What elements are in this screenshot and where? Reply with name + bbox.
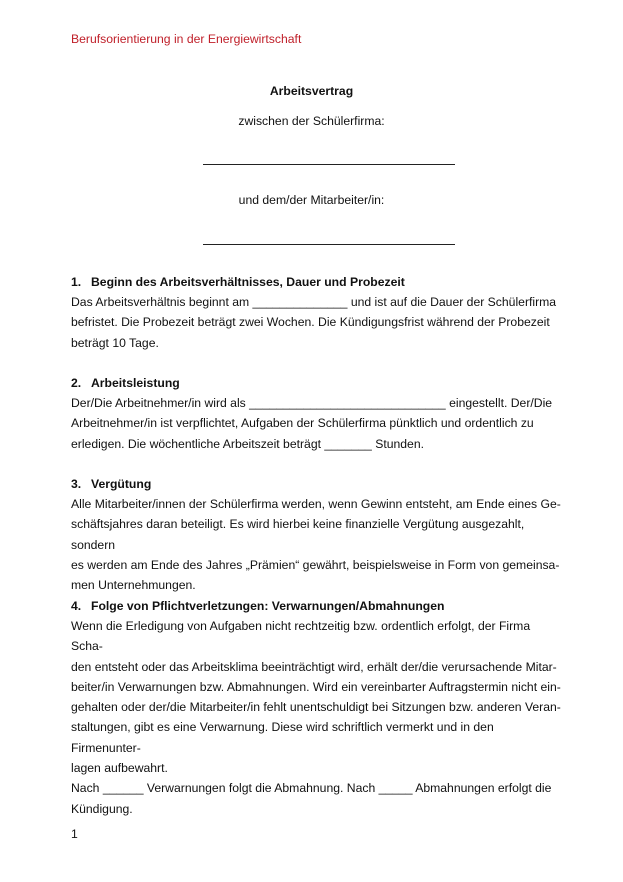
section-line: lagen aufbewahrt. (71, 761, 168, 776)
section-heading (71, 596, 561, 616)
employee-label: und dem/der Mitarbeiter/in: (238, 193, 385, 207)
section-line: staltungen, gibt es eine Verwarnung. Diese wird schriftlich vermerkt und in den Firmenunter- (71, 720, 494, 755)
section-line: es werden am Ende des Jahres „Prämien“ gewährt, beispielsweise in Form von gemeinsa- (71, 557, 560, 572)
section-line: Der/Die Arbeitnehmer/in wird als _____________________________ eingestellt. Der/Die (71, 396, 553, 410)
section-line: den entsteht oder das Arbeitsklima beeinträchtigt wird, erhält der/die verursachende Mitar- (71, 659, 557, 674)
section-line: beiter/in Verwarnungen bzw. Abmahnungen. Wird ein vereinbarter Auftragstermin nicht ein- (71, 679, 561, 694)
section-line: Arbeitnehmer/in ist verpflichtet, Aufgaben der Schülerfirma pünktlich und ordentlich zu (71, 416, 534, 431)
page-number: 1 (71, 827, 78, 841)
section-beginning-duration-probation (71, 272, 561, 353)
section-breach-consequences (71, 596, 561, 819)
section-title: Beginn des Arbeitsverhältnisses, Dauer und Probezeit (91, 275, 405, 289)
section-title: Folge von Pflichtverletzungen: Verwarnungen/Abmahnungen (91, 599, 445, 613)
section-number: 2. (71, 376, 82, 390)
section-number: 1. (71, 275, 82, 289)
section-line: schäftsjahres daran beteiligt. Es wird hierbei keine finanzielle Vergütung ausgezahlt, sondern (71, 517, 525, 552)
section-line: gehalten oder der/die Mitarbeiter/in fehlt unentschuldigt bei Sitzungen bzw. anderen Veran- (71, 700, 561, 715)
contract-title: Arbeitsvertrag (269, 84, 354, 98)
document-header: Berufsorientierung in der Energiewirtschaft (71, 32, 302, 46)
section-number: 3. (71, 477, 82, 491)
section-line: erledigen. Die wöchentliche Arbeitszeit beträgt _______ Stunden. (71, 436, 424, 451)
section-heading (71, 373, 561, 393)
section-line: Kündigung. (71, 801, 133, 816)
section-work-performance (71, 373, 561, 454)
employee-name-blank-line (203, 244, 455, 245)
section-title: Vergütung (91, 477, 152, 491)
section-line: Nach ______ Verwarnungen folgt die Abmahnung. Nach _____ Abmahnungen erfolgt die (71, 781, 552, 796)
section-line: men Unternehmungen. (71, 578, 196, 593)
section-line: Alle Mitarbeiter/innen der Schülerfirma werden, wenn Gewinn entsteht, am Ende eines Ge- (71, 497, 561, 511)
section-line: befristet. Die Probezeit beträgt zwei Wochen. Die Kündigungsfrist während der Probezeit (71, 315, 550, 330)
between-company-label: zwischen der Schülerfirma: (238, 114, 385, 128)
section-heading (71, 272, 561, 292)
section-line: beträgt 10 Tage. (71, 335, 159, 350)
section-heading (71, 474, 561, 494)
section-compensation (71, 474, 561, 595)
company-name-blank-line (203, 164, 455, 165)
section-line: Wenn die Erledigung von Aufgaben nicht rechtzeitig bzw. ordentlich erfolgt, der Firma Scha- (71, 619, 531, 654)
section-number: 4. (71, 599, 82, 613)
section-title: Arbeitsleistung (91, 376, 180, 390)
section-line: Das Arbeitsverhältnis beginnt am ______________ und ist auf die Dauer der Schülerfirma (71, 295, 557, 309)
